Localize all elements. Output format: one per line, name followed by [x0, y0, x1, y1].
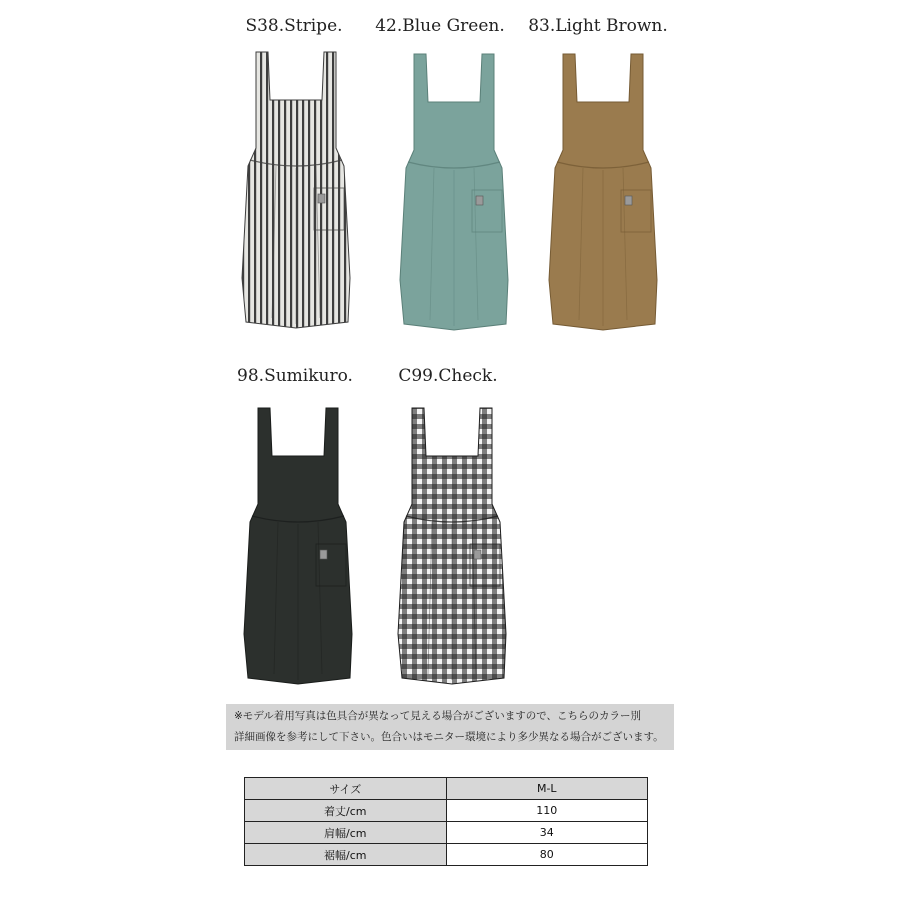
size-table-row	[245, 844, 648, 866]
size-row-label: 着丈/cm	[245, 800, 447, 822]
size-table-row	[245, 822, 648, 844]
color-label-stripe: S38.Stripe.	[245, 16, 343, 36]
apron-image-light-brown	[543, 50, 663, 340]
size-row-value: 110	[446, 800, 648, 822]
size-row-label: 裾幅/cm	[245, 844, 447, 866]
size-table	[244, 777, 648, 866]
color-label-blue-green: 42.Blue Green.	[375, 16, 505, 36]
size-row-value: 80	[446, 844, 648, 866]
apron-image-stripe	[236, 48, 356, 338]
apron-image-sumikuro	[238, 404, 358, 694]
notice-line-1: ※モデル着用写真は色具合が異なって見える場合がございますので、こちらのカラー別	[234, 710, 642, 722]
color-notice	[226, 704, 674, 750]
notice-line-2: 詳細画像を参考にして下さい。色合いはモニター環境により多少異なる場合がございます。	[234, 731, 664, 743]
color-label-check: C99.Check.	[398, 366, 498, 386]
size-table-header-row	[245, 778, 648, 800]
apron-image-check	[392, 404, 512, 694]
size-header-value: M-L	[446, 778, 648, 800]
color-label-sumikuro: 98.Sumikuro.	[237, 366, 353, 386]
size-header-label: サイズ	[245, 778, 447, 800]
apron-image-blue-green	[394, 50, 514, 340]
size-table-row	[245, 800, 648, 822]
size-row-label: 肩幅/cm	[245, 822, 447, 844]
size-row-value: 34	[446, 822, 648, 844]
color-label-light-brown: 83.Light Brown.	[528, 16, 668, 36]
